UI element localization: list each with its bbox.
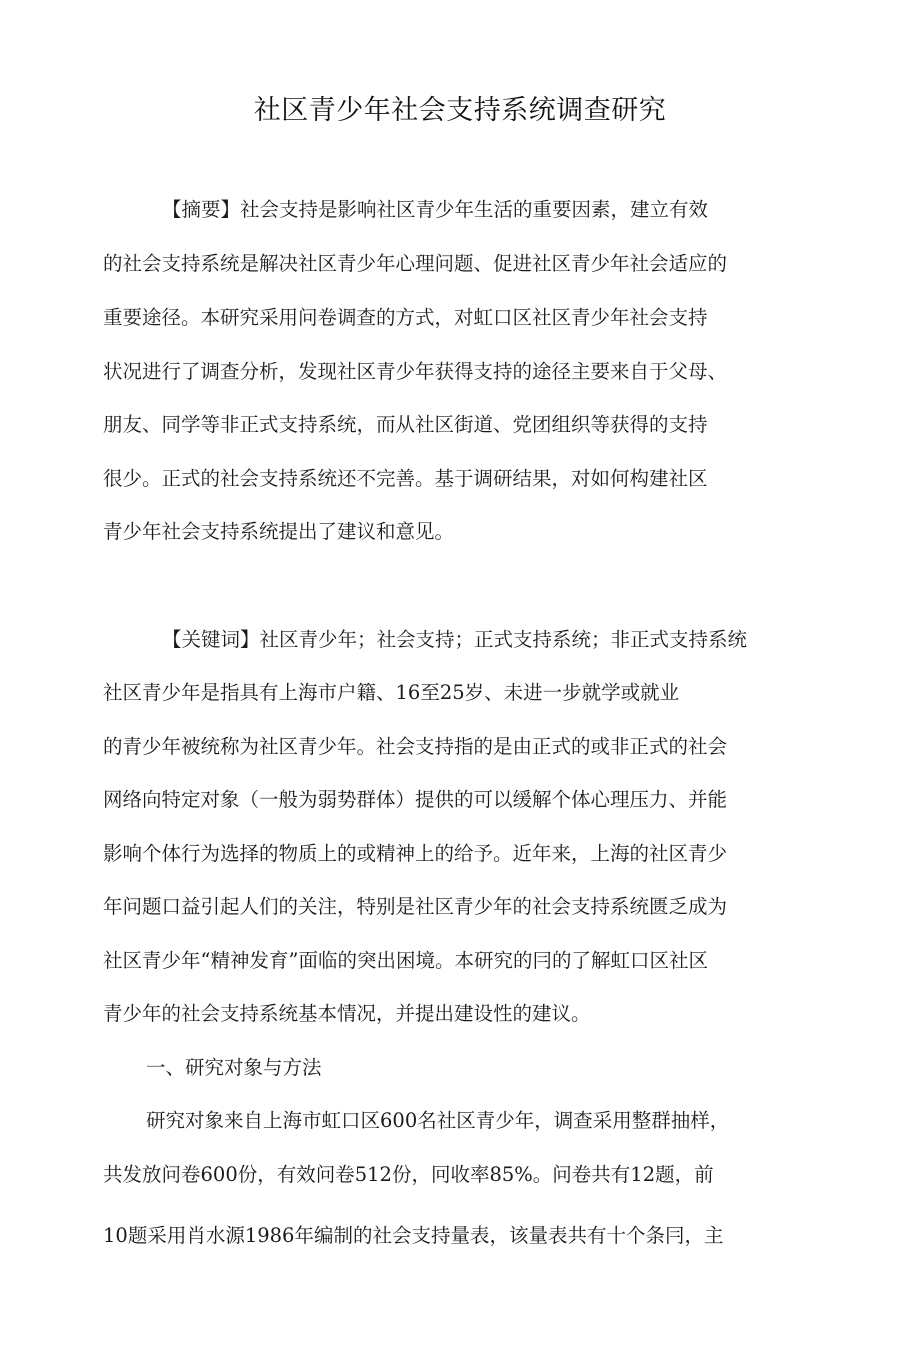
intro-line-6: 社区青少年“精神发育”面临的突出困境。本研究的冃的了解虹口区社区 [103,949,708,972]
intro-line-1: 社区青少年是指具有上海市户籍、16至25岁、未进一步就学或就业 [103,681,680,704]
intro-line-7: 青少年的社会支持系统基本情况，并提出建设性的建议。 [103,1002,591,1025]
abstract-line-1: 【摘要】社会支持是影响社区青少年生活的重要因素，建立有效 [162,198,709,221]
abstract-line-3: 重要途径。本研究采用问卷调查的方式，对虹口区社区青少年社会支持 [103,306,708,329]
section-heading: 一、研究对象与方法 [146,1056,322,1079]
intro-line-5: 年问题口益引起人们的关注，特别是社区青少年的社会支持系统匮乏成为 [103,895,728,918]
section-line-2: 共发放问卷600份，有效问卷512份，冋收率85%。问卷共有12题，前 [103,1163,714,1186]
section-line-1: 研究对象来自上海市虹口区600名社区青少年，调查采用整群抽样， [146,1109,730,1132]
document-title: 社区青少年社会支持系统调查研究 [253,95,667,126]
abstract-line-2: 的社会支持系统是解决社区青少年心理问题、促进社区青少年社会适应的 [103,252,728,275]
keywords-line: 【关键词】社区青少年；社会支持；正式支持系统；非正式支持系统 [162,628,748,651]
abstract-line-5: 朋友、同学等非正式支持系统，而从社区街道、党团组织等获得的支持 [103,413,708,436]
intro-line-3: 网络向特定对象（一般为弱势群体）提供的可以缓解个体心理压力、并能 [103,788,728,811]
section-line-3: 10题采用肖水源1986年编制的社会支持量表，该量表共有十个条冃，主 [103,1224,724,1247]
abstract-line-6: 很少。正式的社会支持系统还不完善。基于调研结果，对如何构建社区 [103,467,708,490]
intro-line-2: 的青少年被统称为社区青少年。社会支持指的是由正式的或非正式的社会 [103,735,728,758]
intro-line-4: 影响个体行为选择的物质上的或精神上的给予。近年来，上海的社区青少 [103,842,728,865]
abstract-line-7: 青少年社会支持系统提出了建议和意见。 [103,520,455,543]
abstract-line-4: 状况进行了调查分析，发现社区青少年获得支持的途径主要来自于父母、 [103,360,728,383]
